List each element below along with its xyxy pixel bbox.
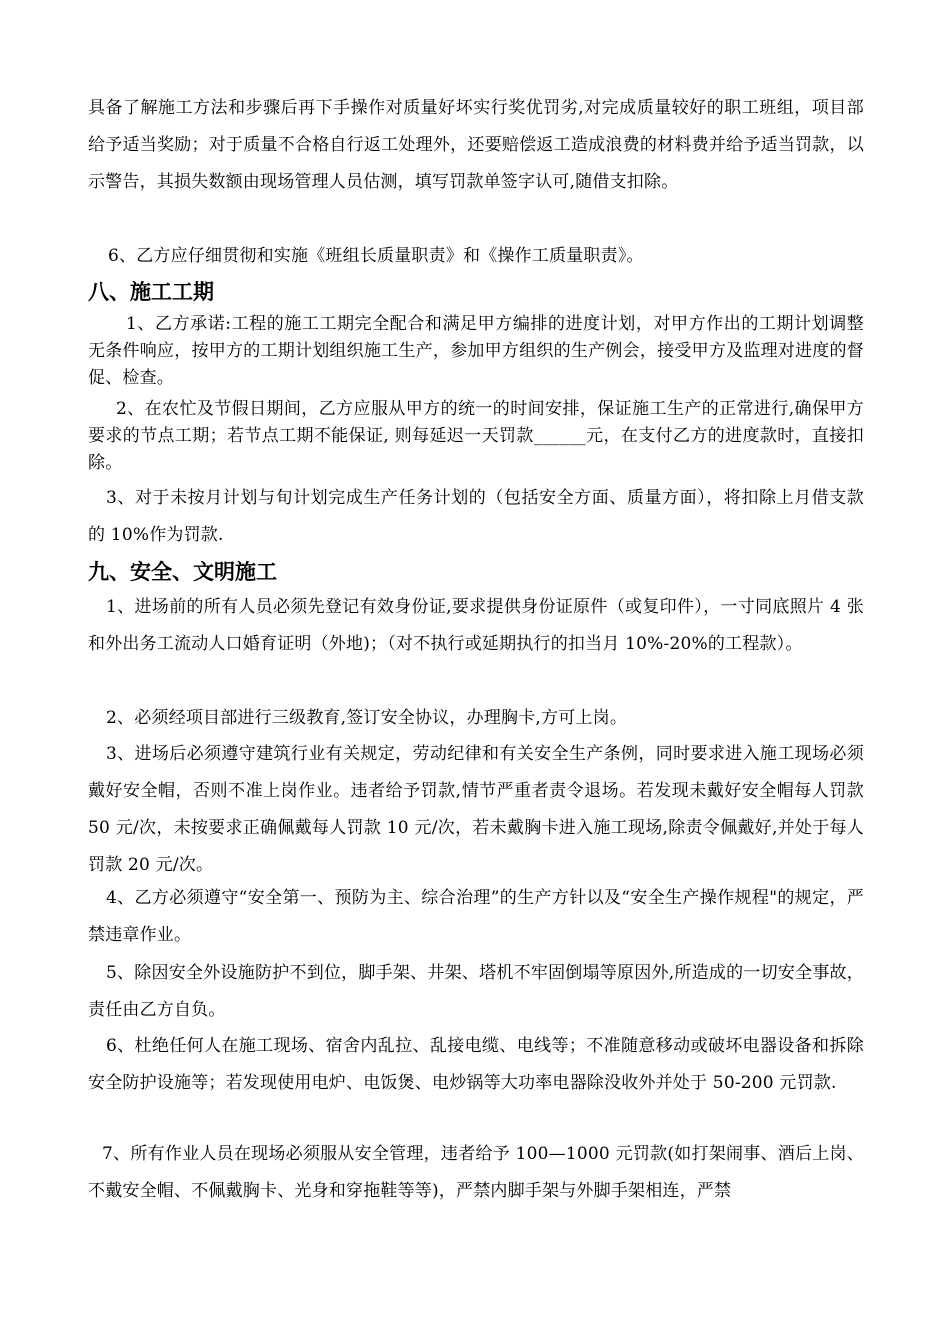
paragraph-helmet-rules: 3、进场后必须遵守建筑行业有关规定，劳动纪律和有关安全生产条例，同时要求进入施工现场必须戴好安全帽，否则不准上岗作业。违者给予罚款,情节严重者责令退场。若发现未戴好安全帽每人罚款 50 元/次，未按要求正确佩戴每人罚款 10 元/次，若未戴胸卡进入施工现场,除责令佩戴好,并处于每人罚款 20 元/次。 (88, 744, 864, 875)
paragraph-electrical-rules: 6、杜绝任何人在施工现场、宿舍内乱拉、乱接电缆、电线等；不准随意移动或破坏电器设备和拆除安全防护设施等；若发现使用电炉、电饭煲、电炒锅等大功率电器除没收外并处于 50-200 元罚款. (88, 1036, 864, 1093)
paragraph-safety-policy: 4、乙方必须遵守“安全第一、预防为主、综合治理”的生产方针以及“安全生产操作规程"的规定，严禁违章作业。 (88, 888, 864, 945)
paragraph-quality-duties: 6、乙方应仔细贯彻和实施《班组长质量职责》和《操作工质量职责》。 (108, 246, 644, 266)
section-heading-safety: 九、安全、文明施工 (88, 560, 277, 584)
paragraph-schedule-commitment: 1、乙方承诺:工程的施工工期完全配合和满足甲方编排的进度计划，对甲方作出的工期计划调整无条件响应，按甲方的工期计划组织施工生产，参加甲方组织的生产例会，接受甲方及监理对进度的督促、检查。 (88, 314, 864, 388)
paragraph-holiday-schedule: 2、在农忙及节假日期间，乙方应服从甲方的统一的时间安排，保证施工生产的正常进行,确保甲方要求的节点工期；若节点工期不能保证, 则每延迟一天罚款______元，在支付乙方的进度款时，直接扣除。 (88, 399, 864, 473)
paragraph-plan-penalty: 3、对于未按月计划与旬计划完成生产任务计划的（包括安全方面、质量方面），将扣除上月借支款的 10%作为罚款. (88, 488, 864, 545)
section-heading-construction-period: 八、施工工期 (88, 280, 214, 304)
paragraph-accident-liability: 5、除因安全外设施防护不到位，脚手架、井架、塔机不牢固倒塌等原因外,所造成的一切安全事故，责任由乙方自负。 (88, 963, 864, 1020)
paragraph-quality-rewards-continued: 具备了解施工方法和步骤后再下手操作对质量好坏实行奖优罚劣,对完成质量较好的职工班组，项目部给予适当奖励；对于质量不合格自行返工处理外，还要赔偿返工造成浪费的材料费并给予适当罚款，以示警告，其损失数额由现场管理人员估测，填写罚款单签字认可,随借支扣除。 (88, 98, 864, 192)
paragraph-safety-education: 2、必须经项目部进行三级教育,签订安全协议，办理胸卡,方可上岗。 (106, 708, 628, 728)
paragraph-safety-management: 7、所有作业人员在现场必须服从安全管理，违者给予 100—1000 元罚款(如打架闹事、酒后上岗、不戴安全帽、不佩戴胸卡、光身和穿拖鞋等等)，严禁内脚手架与外脚手架相连，严禁 (88, 1144, 864, 1201)
paragraph-registration: 1、进场前的所有人员必须先登记有效身份证,要求提供身份证原件（或复印件），一寸同底照片 4 张和外出务工流动人口婚育证明（外地)；（对不执行或延期执行的扣当月 10%-20%的工程款）。 (88, 597, 864, 654)
